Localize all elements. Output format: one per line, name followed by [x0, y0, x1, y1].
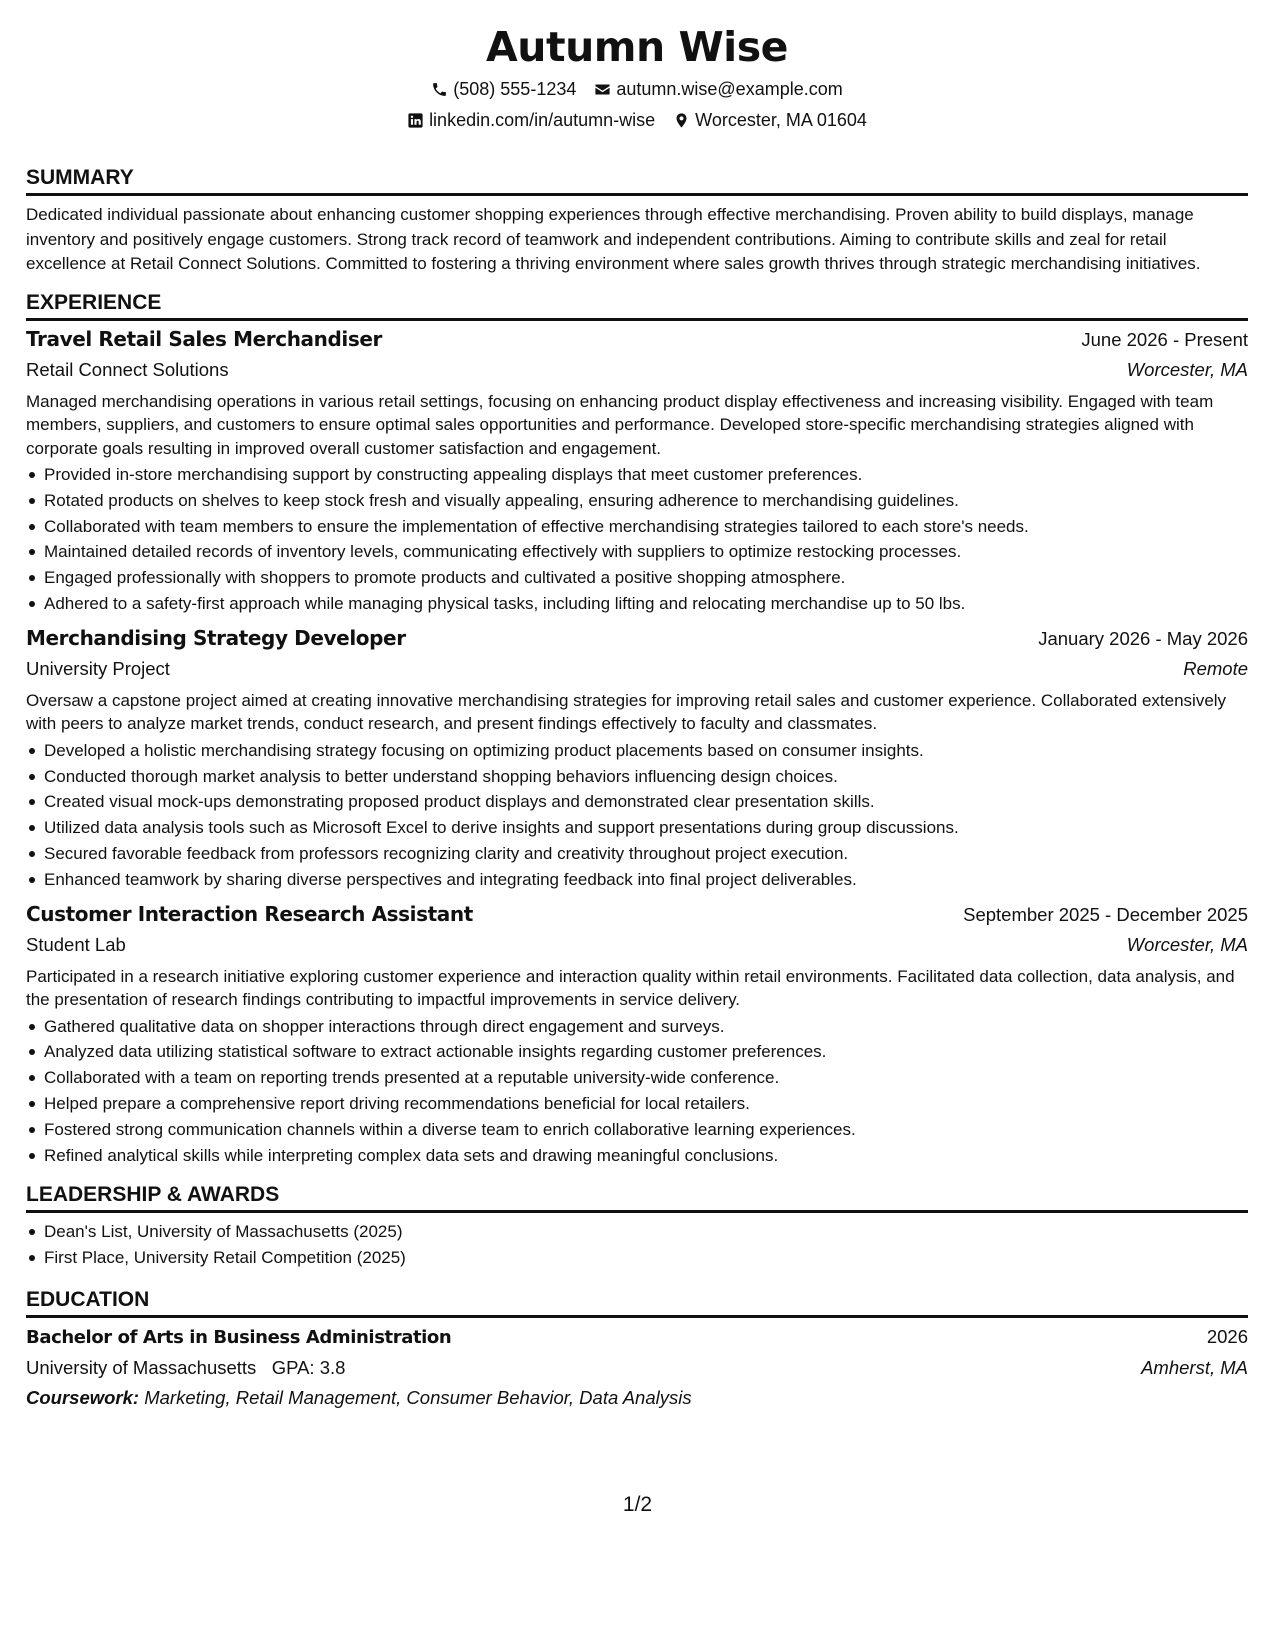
job-location: Worcester, MA: [1126, 358, 1248, 380]
job-bullet: Maintained detailed records of inventory levels, communicating effectively with suppliers to optimize restocking processes.: [44, 539, 1248, 565]
contact-phone: [431, 74, 576, 105]
contact-email[interactable]: [594, 74, 842, 105]
job-dates: September 2025 - December 2025: [963, 903, 1248, 925]
job-bullet: Enhanced teamwork by sharing diverse perspectives and integrating feedback into final project deliverables.: [44, 867, 1248, 893]
contact-linkedin[interactable]: [407, 105, 655, 136]
job-header-row: [26, 899, 1248, 930]
job-bullet: Developed a holistic merchandising strategy focusing on optimizing product placements based on consumer insights.: [44, 738, 1248, 764]
job-bullet: Refined analytical skills while interpreting complex data sets and drawing meaningful conclusions.: [44, 1143, 1248, 1169]
award-item: First Place, University Retail Competition (2025): [44, 1245, 1248, 1271]
school-name: University of Massachusetts: [26, 1356, 257, 1378]
job-bullet: Helped prepare a comprehensive report driving recommendations beneficial for local retailers.: [44, 1091, 1248, 1117]
phone-icon: [431, 81, 448, 98]
job-bullet: Rotated products on shelves to keep stock fresh and visually appealing, ensuring adherence to merchandising guidelines.: [44, 488, 1248, 514]
contact-line-2: [26, 105, 1248, 136]
job-entry: [26, 324, 1248, 617]
resume-page: [26, 20, 1248, 1413]
job-bullet: Created visual mock-ups demonstrating proposed product displays and demonstrated clear presentation skills.: [44, 789, 1248, 815]
job-bullet: Collaborated with team members to ensure the implementation of effective merchandising strategies tailored to each store's needs.: [44, 514, 1248, 540]
job-organization: Retail Connect Solutions: [26, 358, 229, 380]
job-description: Participated in a research initiative exploring customer experience and interaction quality within retail environments. Facilitated data collection, data analysis, and the presentation of research findings contributing to impactful improvements in service delivery.: [26, 966, 1235, 1010]
job-bullet: Engaged professionally with shoppers to promote products and cultivated a positive shopping atmosphere.: [44, 565, 1248, 591]
resume-header: [26, 20, 1248, 136]
job-bullet-list: [26, 738, 1248, 893]
page-number: 1/2: [622, 1493, 653, 1516]
job-entry: [26, 623, 1248, 893]
coursework-list: Marketing, Retail Management, Consumer Behavior, Data Analysis: [144, 1386, 692, 1408]
section-title-summary: SUMMARY: [26, 165, 1248, 196]
coursework-label: Coursework:: [26, 1386, 140, 1408]
map-pin-icon: [673, 112, 690, 129]
linkedin-icon: [407, 112, 424, 129]
education-section: [26, 1287, 1248, 1413]
job-location: Remote: [1183, 657, 1248, 679]
job-bullet: Collaborated with a team on reporting trends presented at a reputable university-wide conference.: [44, 1065, 1248, 1091]
coursework-line: [26, 1383, 1248, 1413]
job-header-row: [26, 623, 1248, 654]
contact-location: [673, 105, 867, 136]
job-subheader-row: [26, 355, 1248, 385]
award-item: Dean's List, University of Massachusetts (2025): [44, 1219, 1248, 1245]
job-description: Oversaw a capstone project aimed at creating innovative merchandising strategies for improving retail sales and customer experience. Collaborated extensively with peers to analyze market trends, conduct research, and present findings effectively to faculty and classmates.: [26, 690, 1227, 734]
section-title-education: EDUCATION: [26, 1287, 1248, 1318]
envelope-icon: [594, 81, 611, 98]
gpa: GPA: 3.8: [271, 1356, 346, 1378]
job-bullet: Provided in-store merchandising support by constructing appealing displays that meet customer preferences.: [44, 462, 1248, 488]
job-organization: University Project: [26, 657, 170, 679]
job-location: Worcester, MA: [1126, 933, 1248, 955]
linkedin-link[interactable]: linkedin.com/in/autumn-wise: [429, 110, 656, 130]
phone-text: (508) 555-1234: [453, 79, 577, 99]
job-bullet: Gathered qualitative data on shopper interactions through direct engagement and surveys.: [44, 1014, 1248, 1040]
experience-section: [26, 290, 1248, 1169]
job-bullet: Analyzed data utilizing statistical software to extract actionable insights regarding customer preferences.: [44, 1039, 1248, 1065]
location-text: Worcester, MA 01604: [695, 110, 867, 130]
degree-name: Bachelor of Arts in Business Administration: [26, 1326, 452, 1348]
job-bullet: Conducted thorough market analysis to better understand shopping behaviors influencing design choices.: [44, 764, 1248, 790]
section-title-experience: EXPERIENCE: [26, 290, 1248, 321]
job-entry: [26, 899, 1248, 1169]
candidate-name: Autumn Wise: [486, 23, 788, 71]
job-dates: January 2026 - May 2026: [1038, 627, 1248, 649]
job-title: Travel Retail Sales Merchandiser: [26, 326, 382, 351]
education-header-row: [26, 1322, 1248, 1353]
job-organization: Student Lab: [26, 933, 126, 955]
job-bullet: Utilized data analysis tools such as Microsoft Excel to derive insights and support presentations during group discussions.: [44, 815, 1248, 841]
job-title: Customer Interaction Research Assistant: [26, 901, 473, 926]
job-bullet-list: [26, 462, 1248, 617]
job-bullet: Fostered strong communication channels within a diverse team to enrich collaborative learning experiences.: [44, 1117, 1248, 1143]
job-bullet: Secured favorable feedback from professors recognizing clarity and creativity throughout project execution.: [44, 841, 1248, 867]
summary-section: [26, 165, 1248, 277]
summary-text: Dedicated individual passionate about enhancing customer shopping experiences through effective merchandising. Proven ability to build displays, manage inventory and positively engage customers. Strong track record of teamwork and independent contributions. Aiming to contribute skills and zeal for retail excellence at Retail Connect Solutions. Committed to fostering a thriving environment where sales growth thrives through strategic merchandising initiatives.: [26, 205, 1201, 273]
job-title: Merchandising Strategy Developer: [26, 625, 406, 650]
graduation-year: 2026: [1206, 1325, 1248, 1347]
section-title-awards: LEADERSHIP & AWARDS: [26, 1182, 1248, 1213]
education-subheader-row: [26, 1353, 1248, 1383]
job-subheader-row: [26, 654, 1248, 684]
job-description: Managed merchandising operations in various retail settings, focusing on enhancing product display effectiveness and increasing visibility. Engaged with team members, suppliers, and customers to ensure optimal sales opportunities and performance. Developed store-specific merchandising strategies aligned with corporate goals resulting in improved overall customer satisfaction and engagement.: [26, 391, 1214, 458]
job-bullet-list: [26, 1014, 1248, 1169]
email-link[interactable]: autumn.wise@example.com: [616, 79, 843, 99]
school-info: [26, 1353, 345, 1383]
awards-list: [26, 1219, 1248, 1271]
job-subheader-row: [26, 930, 1248, 960]
job-header-row: [26, 324, 1248, 355]
school-location: Amherst, MA: [1141, 1356, 1248, 1378]
job-bullet: Adhered to a safety-first approach while managing physical tasks, including lifting and relocating merchandise up to 50 lbs.: [44, 591, 1248, 617]
job-dates: June 2026 - Present: [1081, 328, 1248, 350]
contact-line-1: [26, 74, 1248, 105]
awards-section: [26, 1182, 1248, 1271]
